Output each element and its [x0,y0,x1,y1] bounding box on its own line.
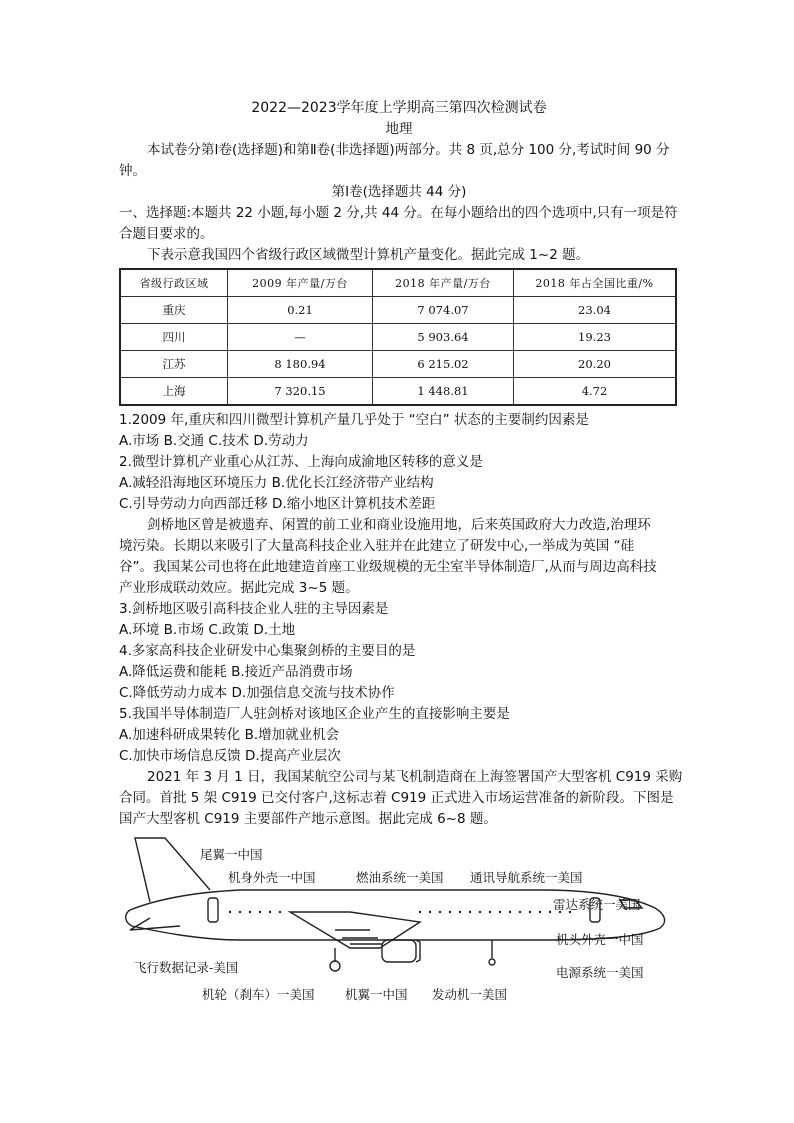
label-tail: 尾翼一中国 [200,847,263,862]
window [499,911,501,913]
table-cell: 8 180.94 [228,351,373,378]
table-row [120,351,676,378]
question-1: 1.2009 年,重庆和四川微型计算机产量几乎处于 “空白” 状态的主要制约因素是 [119,412,589,428]
label-nose: 机头外壳一中国 [556,932,644,947]
question-3-options: A.环境 B.市场 C.政策 D.土地 [119,622,296,638]
table-cell: 20.20 [514,351,677,378]
table-header: 2018 年占全国比重/% [514,269,677,297]
table-cell: 四川 [120,324,228,351]
group2-stem-4: 产业形成联动效应。据此完成 3~5 题。 [119,580,359,596]
label-recorder: 飞行数据记录-美国 [134,960,239,975]
intro-line-1: 本试卷分第Ⅰ卷(选择题)和第Ⅱ卷(非选择题)两部分。共 8 页,总分 100 分,考试时间 90 分 [147,142,670,158]
group3-stem-2: 合同。首批 5 架 C919 已交付客户,这标志着 C919 正式进入市场运营准备的新阶段。下图是 [119,790,674,806]
table-cell: 7 074.07 [373,297,514,324]
window [459,911,461,913]
question-4-options-2: C.降低劳动力成本 D.加强信息交流与技术协作 [119,685,395,701]
question-4: 4.多家高科技企业研发中心集聚剑桥的主要目的是 [119,643,416,659]
window [449,911,451,913]
window [529,911,531,913]
section-instruction-1: 一、选择题:本题共 22 小题,每小题 2 分,共 44 分。在每小题给出的四个选项中,只有一项是符 [119,205,678,221]
question-5: 5.我国半导体制造厂人驻剑桥对该地区企业产生的直接影响主要是 [119,706,510,722]
question-1-options: A.市场 B.交通 C.技术 D.劳动力 [119,433,309,449]
group3-stem-3: 国产大型客机 C919 主要部件产地示意图。据此完成 6~8 题。 [119,811,497,827]
table-header: 2018 年产量/万台 [373,269,514,297]
window [429,911,431,913]
wing-flaps [335,930,382,944]
table-row [120,324,676,351]
window [249,911,251,913]
label-engine: 发动机一美国 [432,987,508,1002]
table-row [120,297,676,324]
window [439,911,441,913]
table-cell: 7 320.15 [228,378,373,406]
table-cell: 江苏 [120,351,228,378]
window [509,911,511,913]
window [479,911,481,913]
table-cell: 23.04 [514,297,677,324]
table-cell: 5 903.64 [373,324,514,351]
intro-line-2: 钟。 [119,163,146,179]
tail-stabilizer [130,918,180,930]
label-wings: 机翼一中国 [345,987,408,1002]
window [279,911,281,913]
section-title: 第Ⅰ卷(选择题共 44 分) [331,184,467,200]
tail-fin [135,838,210,902]
group3-stem-1: 2021 年 3 月 1 日，我国某航空公司与某飞机制造商在上海签署国产大型客机 C919 采购 [147,769,683,785]
label-fuel: 燃油系统一美国 [356,870,444,885]
section-instruction-2: 合题目要求的。 [119,226,214,242]
question-3: 3.剑桥地区吸引高科技企业人驻的主导因素是 [119,601,389,617]
subject-title: 地理 [385,121,413,137]
group2-stem-2: 境污染。长期以来吸引了大量高科技企业入驻并在此建立了研发中心,一举成为英国 “硅 [119,538,635,554]
window [469,911,471,913]
question-5-options-2: C.加快市场信息反馈 D.提高产业层次 [119,748,341,764]
table-row [120,378,676,406]
group2-stem-1: 剑桥地区曾是被遗弃、闲置的前工业和商业设施用地，后来英国政府大力改造,治理环 [147,517,651,533]
table-header: 省级行政区域 [120,269,228,297]
table-cell: 6 215.02 [373,351,514,378]
window [489,911,491,913]
nose-wheel [489,959,495,965]
label-fuselage: 机身外壳一中国 [228,870,316,885]
production-table [119,268,677,406]
question-5-options-1: A.加速科研成果转化 B.增加就业机会 [119,727,340,743]
question-2: 2.微型计算机产业重心从江苏、上海向成渝地区转移的意义是 [119,454,483,470]
question-4-options-1: A.降低运费和能耗 B.接近产品消费市场 [119,664,353,680]
group2-stem-3: 谷”。我国某公司也将在此地建造首座工业级规模的无尘室半导体制造厂,从而与周边高科技 [119,559,657,575]
window [539,911,541,913]
table-cell: 0.21 [228,297,373,324]
table-cell: 1 448.81 [373,378,514,406]
group1-stem: 下表示意我国四个省级行政区域微型计算机产量变化。据此完成 1~2 题。 [147,247,590,263]
main-wheel [330,961,340,971]
window [229,911,231,913]
table-cell: 重庆 [120,297,228,324]
table-header: 2009 年产量/万台 [228,269,373,297]
rear-door [208,898,218,922]
window [239,911,241,913]
window [549,911,551,913]
window [519,911,521,913]
label-comm: 通讯导航系统一美国 [470,870,583,885]
table-header-row [120,269,676,297]
question-2-options-2: C.引导劳动力向西部迁移 D.缩小地区计算机技术差距 [119,496,436,512]
table-cell: 19.23 [514,324,677,351]
table-cell: — [228,324,373,351]
window [259,911,261,913]
label-power: 电源系统一美国 [556,965,644,980]
table-cell: 上海 [120,378,228,406]
exam-title: 2022—2023学年度上学期高三第四次检测试卷 [251,100,547,116]
label-wheels: 机轮（刹车）一美国 [202,987,315,1002]
label-radar: 雷达系统一美国 [553,897,641,912]
window [269,911,271,913]
question-2-options-1: A.减轻沿海地区环境压力 B.优化长江经济带产业结构 [119,475,434,491]
table-cell: 4.72 [514,378,677,406]
window [419,911,421,913]
